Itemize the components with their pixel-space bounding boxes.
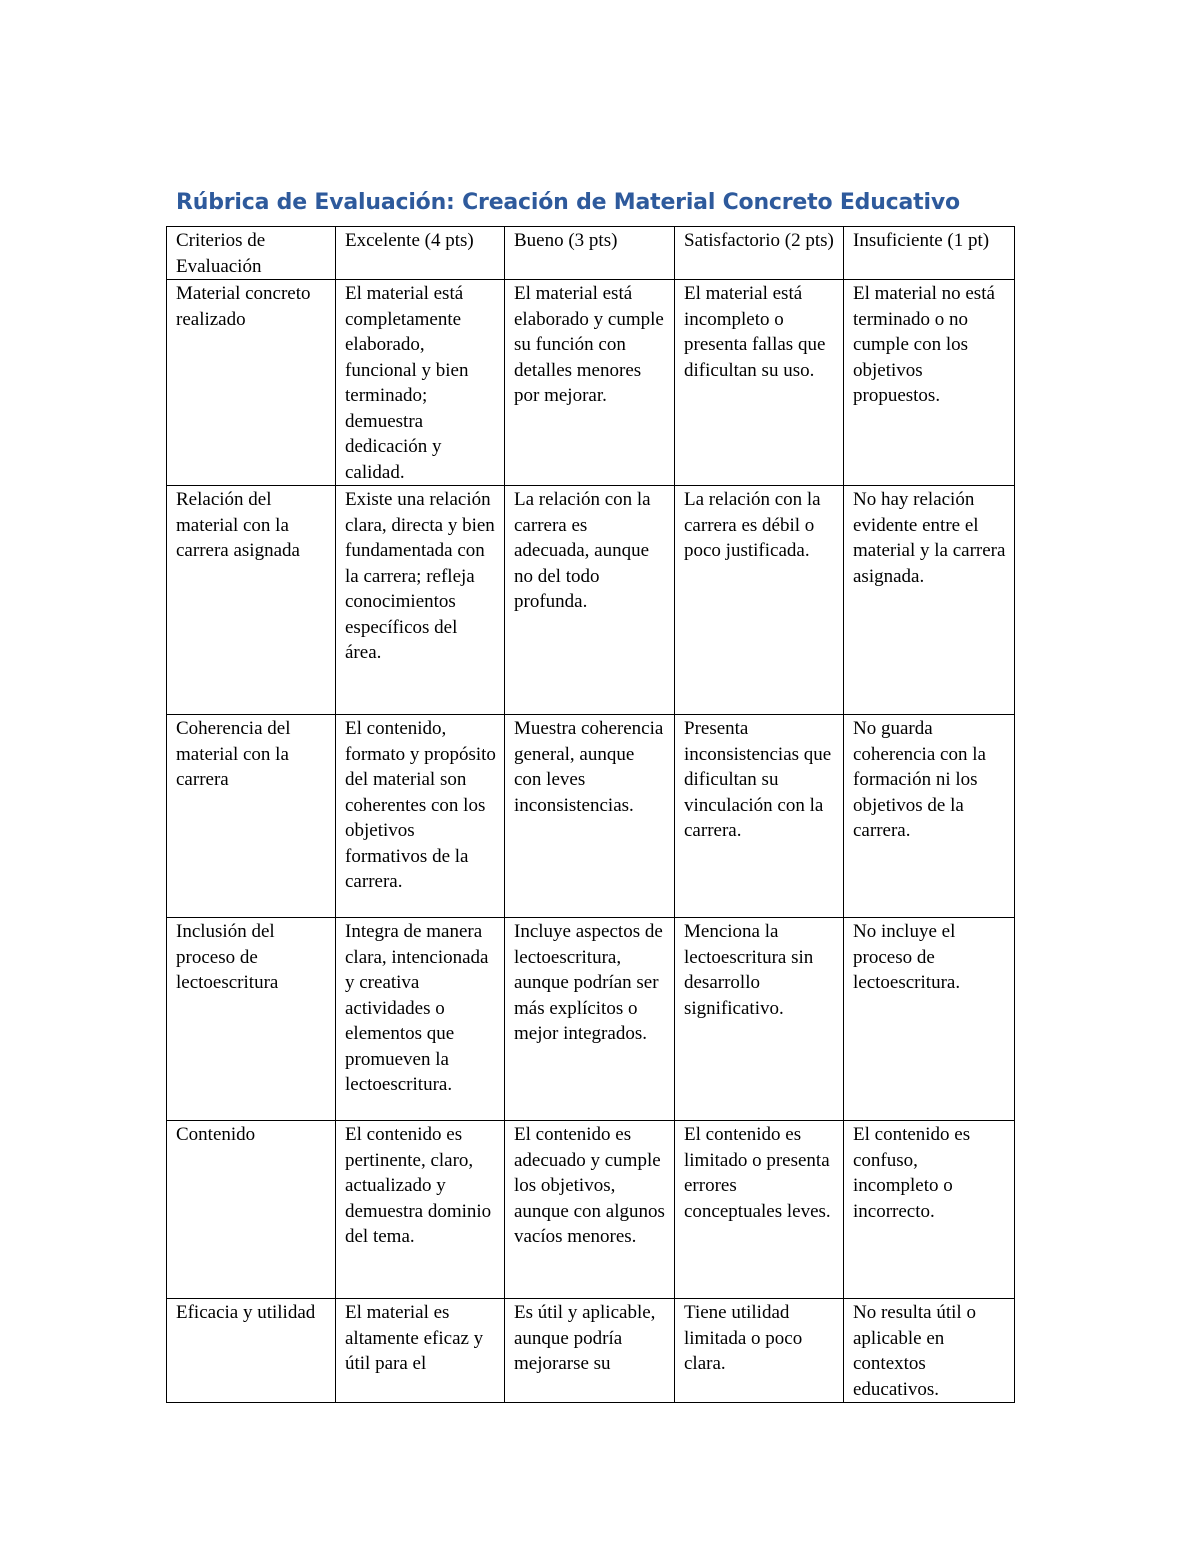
insufficient-cell: El material no está terminado o no cumple con los objetivos propuestos. <box>844 280 1015 486</box>
criteria-cell: Coherencia del material con la carrera <box>167 715 336 918</box>
excellent-cell: El material es altamente eficaz y útil para el <box>336 1299 505 1403</box>
header-insufficient: Insuficiente (1 pt) <box>844 227 1015 280</box>
good-cell: Incluye aspectos de lectoescritura, aunque podrían ser más explícitos o mejor integrados. <box>505 918 675 1121</box>
insufficient-cell: No resulta útil o aplicable en contextos educativos. <box>844 1299 1015 1403</box>
satisfactory-cell: El material está incompleto o presenta fallas que dificultan su uso. <box>675 280 844 486</box>
insufficient-cell: No guarda coherencia con la formación ni los objetivos de la carrera. <box>844 715 1015 918</box>
criteria-cell: Eficacia y utilidad <box>167 1299 336 1403</box>
good-cell: Muestra coherencia general, aunque con leves inconsistencias. <box>505 715 675 918</box>
table-row <box>167 715 1015 918</box>
header-good: Bueno (3 pts) <box>505 227 675 280</box>
excellent-cell: Integra de manera clara, intencionada y creativa actividades o elementos que promueven la lectoescritura. <box>336 918 505 1121</box>
good-cell: La relación con la carrera es adecuada, aunque no del todo profunda. <box>505 486 675 715</box>
excellent-cell: El contenido, formato y propósito del material son coherentes con los objetivos formativos de la carrera. <box>336 715 505 918</box>
table-row <box>167 1299 1015 1403</box>
table-row <box>167 280 1015 486</box>
header-satisfactory: Satisfactorio (2 pts) <box>675 227 844 280</box>
table-row <box>167 1121 1015 1299</box>
criteria-cell: Contenido <box>167 1121 336 1299</box>
excellent-cell: El contenido es pertinente, claro, actualizado y demuestra dominio del tema. <box>336 1121 505 1299</box>
insufficient-cell: No hay relación evidente entre el material y la carrera asignada. <box>844 486 1015 715</box>
excellent-cell: El material está completamente elaborado, funcional y bien terminado; demuestra dedicación y calidad. <box>336 280 505 486</box>
criteria-cell: Inclusión del proceso de lectoescritura <box>167 918 336 1121</box>
satisfactory-cell: Menciona la lectoescritura sin desarrollo significativo. <box>675 918 844 1121</box>
satisfactory-cell: La relación con la carrera es débil o poco justificada. <box>675 486 844 715</box>
rubric-table <box>166 226 1015 1403</box>
excellent-cell: Existe una relación clara, directa y bien fundamentada con la carrera; refleja conocimientos específicos del área. <box>336 486 505 715</box>
insufficient-cell: El contenido es confuso, incompleto o incorrecto. <box>844 1121 1015 1299</box>
criteria-cell: Material concreto realizado <box>167 280 336 486</box>
table-row <box>167 486 1015 715</box>
table-header-row <box>167 227 1015 280</box>
good-cell: El contenido es adecuado y cumple los objetivos, aunque con algunos vacíos menores. <box>505 1121 675 1299</box>
document-title: Rúbrica de Evaluación: Creación de Material Concreto Educativo <box>176 190 960 215</box>
good-cell: El material está elaborado y cumple su función con detalles menores por mejorar. <box>505 280 675 486</box>
criteria-cell: Relación del material con la carrera asignada <box>167 486 336 715</box>
header-criteria: Criterios de Evaluación <box>167 227 336 280</box>
table-row <box>167 918 1015 1121</box>
satisfactory-cell: Tiene utilidad limitada o poco clara. <box>675 1299 844 1403</box>
satisfactory-cell: El contenido es limitado o presenta errores conceptuales leves. <box>675 1121 844 1299</box>
header-excellent: Excelente (4 pts) <box>336 227 505 280</box>
good-cell: Es útil y aplicable, aunque podría mejorarse su <box>505 1299 675 1403</box>
satisfactory-cell: Presenta inconsistencias que dificultan su vinculación con la carrera. <box>675 715 844 918</box>
insufficient-cell: No incluye el proceso de lectoescritura. <box>844 918 1015 1121</box>
